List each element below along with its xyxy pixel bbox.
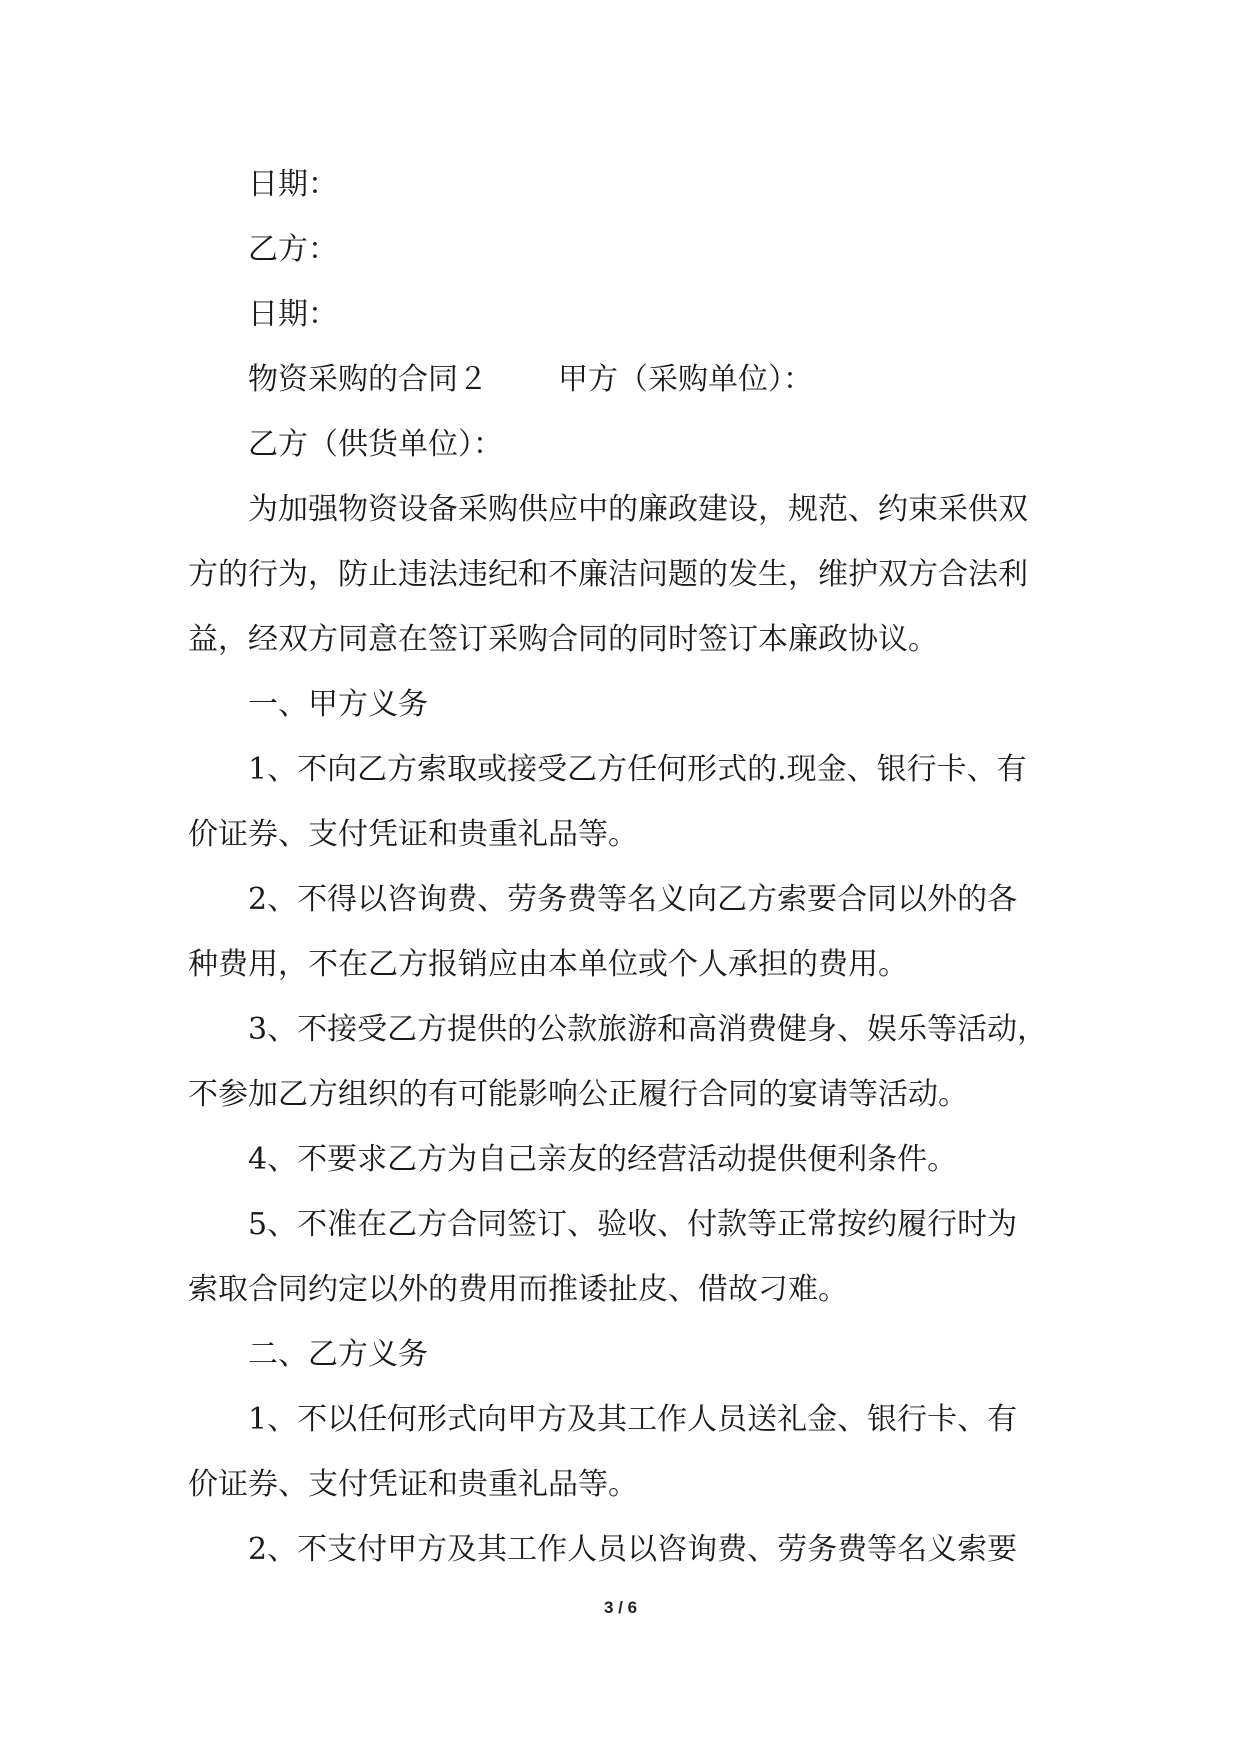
paragraph-line: 为加强物资设备采购供应中的廉政建设，规范、约束采供双 — [248, 492, 1028, 527]
document-body — [188, 152, 1064, 1582]
paragraph-line: 乙方： — [248, 232, 338, 267]
paragraph-line: 1、不以任何形式向甲方及其工作人员送礼金、银行卡、有 — [248, 1402, 1018, 1437]
paragraph-line: 3、不接受乙方提供的公款旅游和高消费健身、娱乐等活动， — [248, 1012, 1048, 1047]
paragraph-line: 乙方（供货单位）： — [248, 427, 503, 462]
paragraph-line: 种费用，不在乙方报销应由本单位或个人承担的费用。 — [188, 947, 908, 982]
paragraph-line: 日期： — [248, 297, 338, 332]
section-heading: 一、甲方义务 — [248, 687, 428, 722]
paragraph-line: 2、不得以咨询费、劳务费等名义向乙方索要合同以外的各 — [248, 882, 1018, 917]
paragraph-line: 价证券、支付凭证和贵重礼品等。 — [188, 817, 638, 852]
paragraph-line: 5、不准在乙方合同签订、验收、付款等正常按约履行时为 — [248, 1207, 1018, 1242]
page-number: 3 / 6 — [603, 1598, 638, 1617]
paragraph-line: 1、不向乙方索取或接受乙方任何形式的.现金、银行卡、有 — [248, 752, 1027, 787]
paragraph-line: 4、不要求乙方为自己亲友的经营活动提供便利条件。 — [248, 1142, 958, 1177]
paragraph-line: 索取合同约定以外的费用而推诿扯皮、借故刁难。 — [188, 1272, 848, 1307]
paragraph-line: 益，经双方同意在签订采购合同的同时签订本廉政协议。 — [188, 622, 938, 657]
paragraph-line: 日期： — [248, 167, 338, 202]
paragraph-line: 不参加乙方组织的有可能影响公正履行合同的宴请等活动。 — [188, 1077, 968, 1112]
contract-title: 物资采购的合同２ — [248, 362, 488, 397]
paragraph-line: 方的行为，防止违法违纪和不廉洁问题的发生，维护双方合法利 — [188, 557, 1028, 592]
contract-heading-line — [188, 347, 1064, 412]
paragraph-line: 价证券、支付凭证和贵重礼品等。 — [188, 1467, 638, 1502]
paragraph-line: 2、不支付甲方及其工作人员以咨询费、劳务费等名义索要 — [248, 1532, 1018, 1567]
section-heading: 二、乙方义务 — [248, 1337, 428, 1372]
party-a-label: 甲方（采购单位）： — [558, 362, 813, 397]
